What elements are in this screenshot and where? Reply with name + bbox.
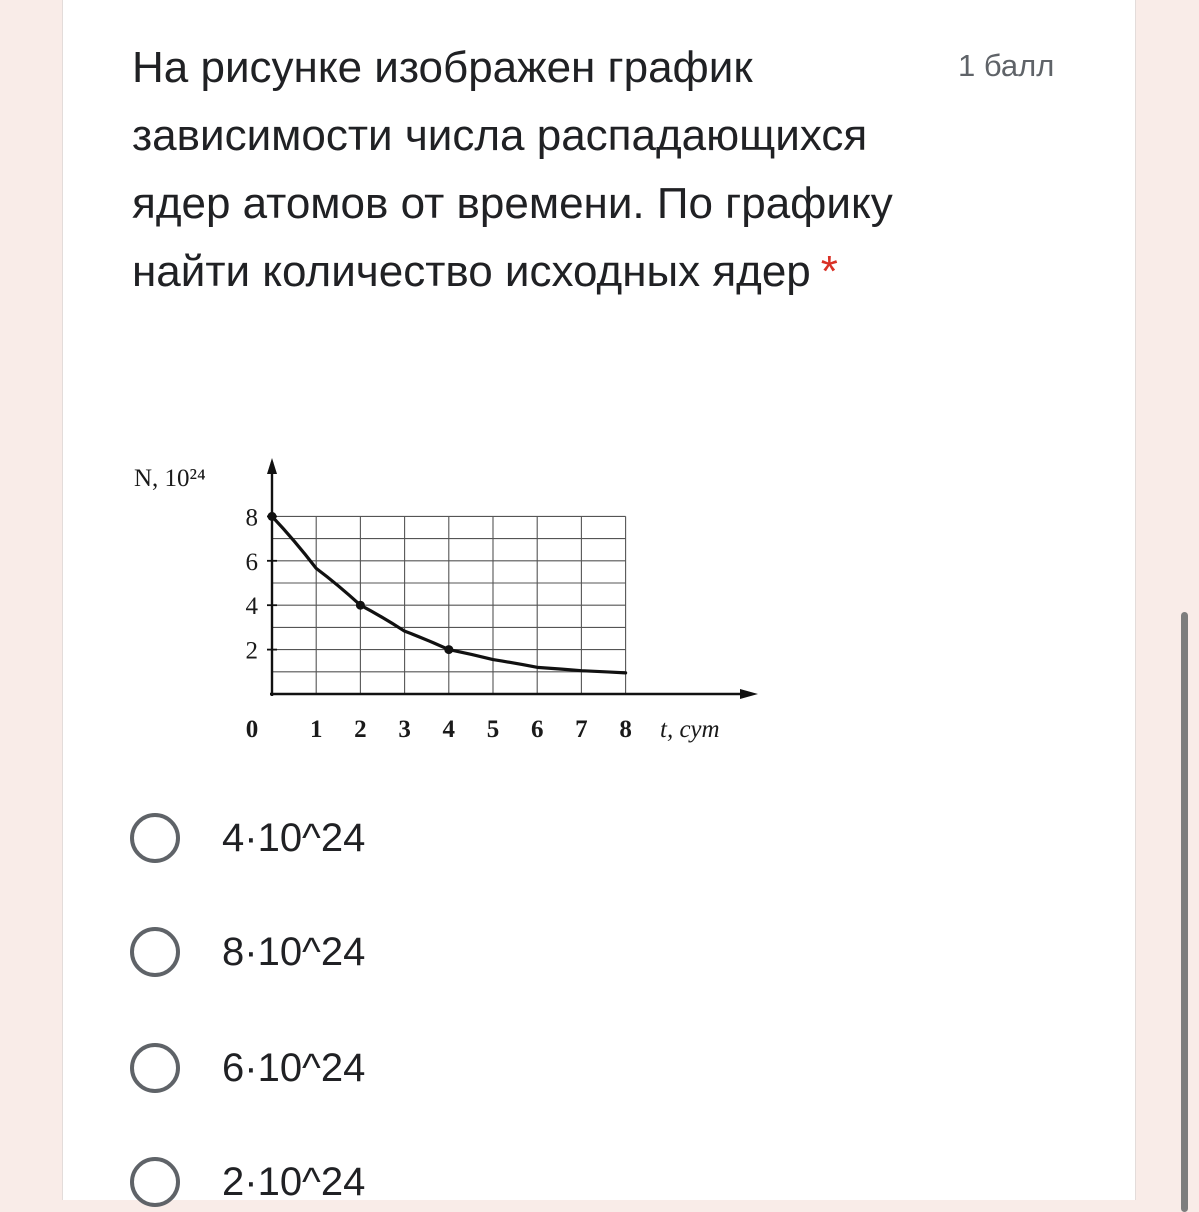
x-tick-label: 5 [486, 716, 500, 743]
question-title [132, 34, 952, 306]
x-tick-label: 3 [398, 716, 411, 743]
radio-button[interactable] [130, 813, 180, 863]
points-label: 1 балл [958, 48, 1055, 83]
option-8e24[interactable] [130, 922, 365, 982]
y-axis-arrow [267, 458, 277, 474]
data-point [268, 512, 277, 521]
question-text: На рисунке изображен график зависимости числа распадающихся ядер атомов от времени. По графику найти количество исходных ядер [132, 43, 893, 296]
option-label: 4·10^24 [222, 815, 366, 860]
option-2e24[interactable] [130, 1152, 365, 1212]
option-label: 6·10^24 [222, 1045, 366, 1090]
y-tick-label: 4 [245, 593, 258, 621]
option-label: 2·10^24 [222, 1159, 366, 1204]
x-tick-label: 6 [530, 716, 544, 743]
chart-labels [134, 465, 720, 743]
x-tick-label: 1 [309, 716, 323, 743]
x-tick-label: 8 [619, 716, 632, 743]
x-tick-label: 4 [442, 716, 456, 743]
x-axis-label: t, сут [660, 716, 720, 743]
option-label: 8·10^24 [222, 929, 366, 974]
y-axis-label: N, 10²⁴ [134, 465, 206, 492]
radio-button[interactable] [130, 1043, 180, 1093]
y-tick-label: 8 [245, 504, 258, 532]
data-point [444, 645, 453, 654]
decay-chart [120, 440, 780, 760]
option-4e24[interactable] [130, 808, 365, 868]
x-tick-label: 2 [354, 716, 367, 743]
y-tick-label: 2 [245, 637, 258, 665]
x-tick-label: 0 [245, 716, 259, 743]
required-indicator: * [820, 247, 838, 296]
chart-series [268, 512, 626, 673]
x-axis-arrow [740, 689, 758, 699]
chart-grid [272, 516, 626, 694]
y-tick-label: 6 [245, 548, 258, 576]
scrollbar[interactable] [1181, 612, 1188, 1212]
radio-button[interactable] [130, 927, 180, 977]
x-tick-label: 7 [575, 716, 588, 743]
option-6e24[interactable] [130, 1038, 365, 1098]
data-point [356, 601, 365, 610]
